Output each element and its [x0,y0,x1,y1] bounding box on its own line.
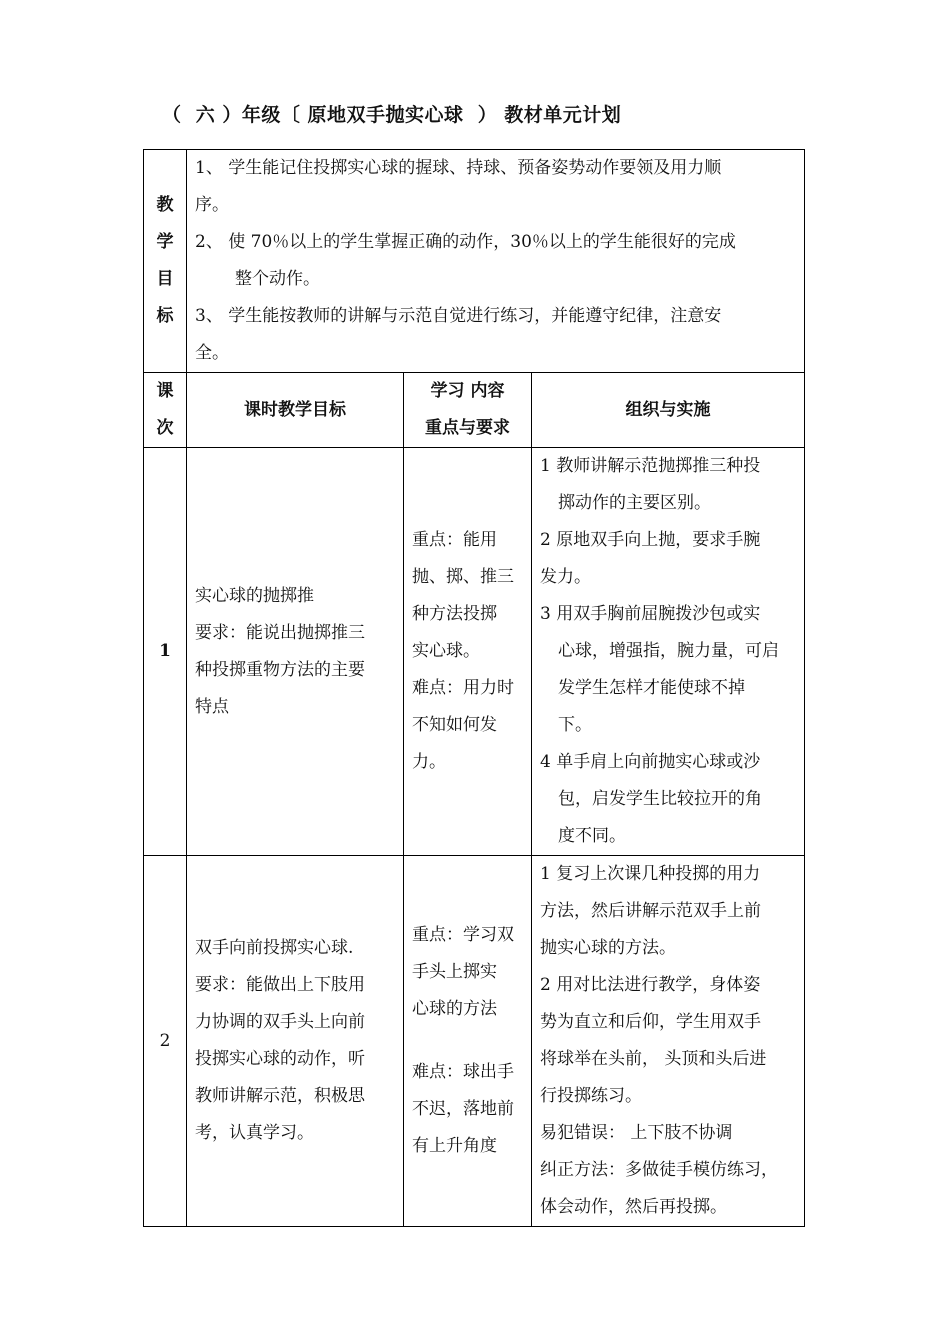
impl-line: 2 原地双手向上抛，要求手腕 [540,530,761,550]
impl-line: 度不同。 [558,826,626,846]
lesson-goal-line: 教师讲解示范，积极思 [195,1086,365,1106]
objective-line: 全。 [195,343,229,363]
lesson-content-line: 有上升角度 [412,1136,497,1156]
lesson-content-line: 不迟，落地前 [412,1099,514,1119]
impl-line: 2 用对比法进行教学，身体姿 [540,975,761,995]
lesson-content [404,856,532,1227]
header-lesson-char: 课 [156,381,174,401]
objectives-row [144,150,805,373]
header-goal: 课时教学目标 [187,373,404,448]
lesson-goal-line: 投掷实心球的动作，听 [195,1049,365,1069]
header-lesson-char: 次 [156,418,174,438]
lesson-goal-line: 实心球的抛掷推 [195,585,314,606]
lesson-goal-line: 考，认真学习。 [195,1123,314,1143]
impl-line: 将球举在头前， 头顶和头后进 [540,1049,767,1069]
lesson-number: 2 [144,856,187,1227]
objectives-label-char: 学 [156,232,174,252]
header-row [144,373,805,448]
lesson-goal-line: 特点 [195,696,229,717]
lesson-goal [187,856,404,1227]
impl-line: 心球，增强指，腕力量，可启 [558,641,779,661]
unit-plan-table [143,149,805,1227]
lesson-content-line: 抛、掷、推三 [412,567,514,587]
lesson-content-line: 手头上掷实 [412,962,497,982]
header-impl: 组织与实施 [532,373,805,448]
lesson-impl [532,448,805,856]
objective-line: 3、 学生能按教师的讲解与示范自觉进行练习，并能遵守纪律，注意安 [195,306,722,326]
impl-line: 1 教师讲解示范抛掷推三种投 [540,456,761,476]
lesson-content-line: 难点：球出手 [412,1062,514,1082]
lesson-goal [187,448,404,856]
lesson-goal-line: 种投掷重物方法的主要 [195,659,365,680]
impl-line: 易犯错误： 上下肢不协调 [540,1123,733,1143]
lesson-content-line: 心球的方法 [412,999,497,1019]
lesson-content-line: 难点：用力时 [412,678,514,698]
impl-line: 发力。 [540,567,591,587]
objectives-content [187,150,805,373]
lesson-goal-line: 要求：能说出抛掷推三 [195,622,365,643]
lesson-impl [532,856,805,1227]
lesson-content [404,448,532,856]
objectives-label-char: 标 [156,306,174,326]
impl-line: 4 单手肩上向前抛实心球或沙 [540,752,761,772]
header-content [404,373,532,448]
lesson-number: 1 [144,448,187,856]
lesson-content-line: 重点：学习双 [412,925,514,945]
header-content-line: 重点与要求 [425,418,510,438]
lesson-content-line: 力。 [412,752,446,772]
impl-line: 抛实心球的方法。 [540,938,676,958]
header-content-line: 学习 内容 [430,381,505,401]
lesson-content-line: 种方法投掷 [412,604,497,624]
objectives-label-char: 教 [156,195,174,215]
impl-line: 掷动作的主要区别。 [558,493,711,513]
impl-line: 体会动作，然后再投掷。 [540,1197,727,1217]
impl-line: 1 复习上次课几种投掷的用力 [540,864,761,884]
impl-line: 包，启发学生比较拉开的角 [558,789,762,809]
content-spacer [412,1028,523,1054]
impl-line: 纠正方法：多做徒手模仿练习， [540,1160,778,1180]
lesson-content-line: 实心球。 [412,641,480,661]
objective-line: 整个动作。 [235,269,320,289]
impl-line: 方法，然后讲解示范双手上前 [540,901,761,921]
objective-line: 序。 [195,195,229,215]
lesson-row [144,448,805,856]
lesson-content-line: 不知如何发 [412,715,497,735]
impl-line: 下。 [558,715,592,735]
lesson-goal-line: 双手向前投掷实心球. [195,938,354,958]
objective-line: 1、 学生能记住投掷实心球的握球、持球、预备姿势动作要领及用力顺 [195,158,722,178]
lesson-goal-line: 力协调的双手头上向前 [195,1012,365,1032]
objective-line: 2、 使 70％以上的学生掌握正确的动作，30％以上的学生能很好的完成 [195,232,736,252]
impl-line: 势为直立和后仰，学生用双手 [540,1012,761,1032]
objectives-label-char: 目 [156,269,174,289]
header-lesson-number [144,373,187,448]
lesson-goal-line: 要求：能做出上下肢用 [195,975,365,995]
impl-line: 发学生怎样才能使球不掉 [558,678,745,698]
impl-line: 3 用双手胸前屈腕拨沙包或实 [540,604,761,624]
lesson-content-line: 重点：能用 [412,530,497,550]
objectives-label [144,150,187,373]
impl-line: 行投掷练习。 [540,1086,642,1106]
lesson-row [144,856,805,1227]
document-title: （ 六 ）年级〔 原地双手抛实心球 ） 教材单元计划 [162,104,622,126]
